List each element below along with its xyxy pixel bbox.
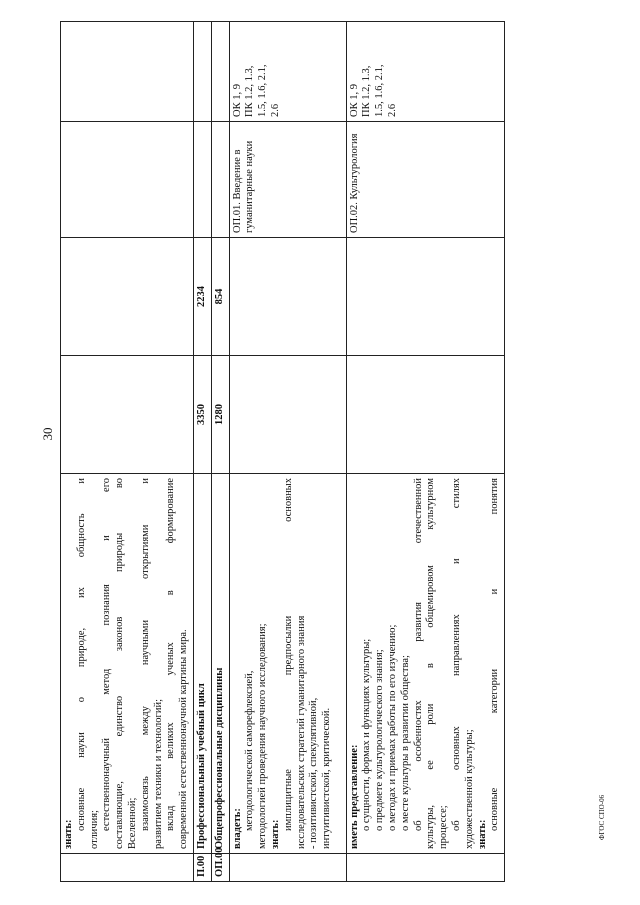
description-line: интуитивистской, критической.: [321, 707, 333, 849]
table-row: [211, 22, 229, 882]
description-line: современной естественнонаучной картины мира.: [178, 629, 190, 849]
description-line: об особенностях развития отечественной: [412, 478, 424, 831]
competency-line: 2.6: [269, 103, 281, 117]
description-line: вклад великих ученых в формирование: [165, 478, 177, 831]
curriculum-table: [60, 21, 505, 882]
description-line: Общепрофессиональные дисциплины: [213, 667, 225, 849]
description-line: культуры, ее роли в общемировом культурном: [425, 478, 437, 849]
description-line: основные категории и понятия: [489, 478, 501, 831]
discipline-cell: ОП.01. Введение в гуманитарные науки: [229, 122, 346, 238]
description-line: владеть:: [231, 808, 243, 849]
description-line: отличия;: [88, 810, 100, 849]
row-description: [193, 474, 211, 854]
description-line: о предмете культурологического знания;: [374, 649, 386, 831]
competencies-cell: [229, 22, 346, 122]
row-description: [61, 474, 194, 854]
competency-line: ПК 1.2, 1.3,: [361, 65, 373, 117]
row-code: [346, 854, 505, 882]
description-line: Профессиональный учебный цикл: [195, 683, 207, 849]
competencies-cell: [346, 22, 505, 122]
row-description: [346, 474, 505, 854]
table-row: [61, 22, 194, 882]
description-line: знать:: [63, 819, 74, 849]
row-code: [229, 854, 346, 882]
competencies-cell: [61, 22, 194, 122]
hours-cell: 2234: [193, 238, 211, 356]
row-description: [229, 474, 346, 854]
competency-line: ОК 1, 9: [348, 84, 360, 117]
description-line: о методах и приемах работы по его изучению;: [386, 624, 398, 831]
page-number: 30: [40, 427, 55, 441]
discipline-cell: ОП.02. Культурология: [346, 122, 505, 238]
curriculum-table-rotated: [60, 22, 501, 882]
row-description: [211, 474, 229, 854]
row-code: [61, 854, 194, 882]
description-line: художественной культуры;: [463, 729, 475, 849]
description-line: развитием техники и технологий;: [152, 698, 164, 849]
hours-cell: [229, 238, 346, 356]
competency-line: 1.5, 1.6, 2.1,: [257, 64, 269, 117]
row-code: П.00: [193, 854, 211, 882]
row-code: ОП.00: [211, 854, 229, 882]
footer-stamp: ФГОС СПО-06: [598, 794, 606, 840]
description-line: имплицитные предпосылки основных: [282, 478, 294, 831]
hours-cell: [61, 238, 194, 356]
description-line: процессе;: [438, 805, 450, 849]
hours-cell: 854: [211, 238, 229, 356]
table-row: [193, 22, 211, 882]
table-row: [229, 22, 346, 882]
description-line: методологией проведения научного исследования;: [257, 623, 269, 849]
table-row: [346, 22, 505, 882]
competency-line: 1.5, 1.6, 2.1,: [374, 64, 386, 117]
description-line: о месте культуры в развитии общества;: [399, 655, 411, 831]
max-hours-cell: 3350: [193, 356, 211, 474]
description-line: - позитивистской, спекулятивной,: [308, 697, 320, 849]
discipline-cell: [211, 122, 229, 238]
description-line: знать:: [476, 819, 488, 849]
competency-line: ПК 1.2, 1.3,: [244, 65, 256, 117]
description-line: исследовательских стратегий гуманитарного знания: [295, 615, 307, 849]
description-line: о сущности, формах и функциях культуры;: [361, 638, 373, 831]
description-line: знать:: [269, 819, 281, 849]
competency-line: ОК 1, 9: [231, 84, 243, 117]
discipline-cell: [61, 122, 194, 238]
discipline-cell: [193, 122, 211, 238]
competencies-cell: [211, 22, 229, 122]
max-hours-cell: [346, 356, 505, 474]
description-line: естественнонаучный метод познания и его: [101, 478, 113, 831]
competency-line: 2.6: [386, 103, 398, 117]
description-line: основные науки о природе, их общность и: [75, 478, 87, 831]
description-line: составляющие, единство законов природы во: [114, 478, 126, 849]
description-line: Вселенной;: [126, 797, 138, 849]
max-hours-cell: [61, 356, 194, 474]
description-line: методологической саморефлексией,: [244, 670, 256, 831]
max-hours-cell: 1280: [211, 356, 229, 474]
max-hours-cell: [229, 356, 346, 474]
competencies-cell: [193, 22, 211, 122]
description-line: взаимосвязь между научными открытиями и: [139, 478, 151, 831]
description-line: иметь представление:: [348, 744, 360, 849]
hours-cell: [346, 238, 505, 356]
description-line: об основных направлениях и стилях: [450, 478, 462, 831]
